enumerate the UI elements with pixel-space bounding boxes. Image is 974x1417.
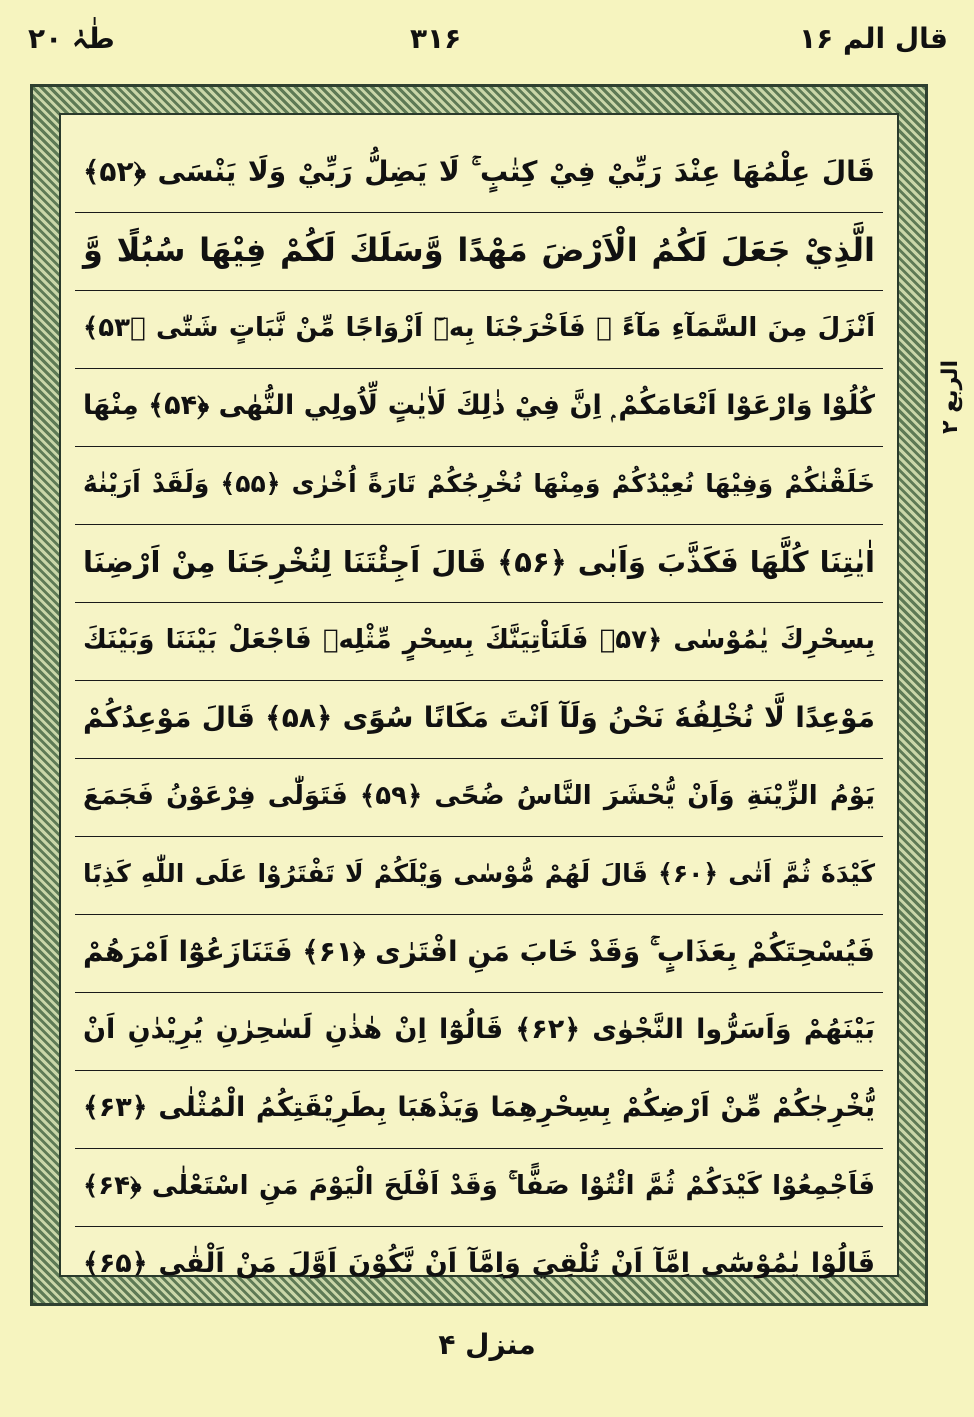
verse-line-8: مَوْعِدًا لَّا نُخْلِفُهٗ نَحْنُ وَلَآ اَنْتَ مَكَانًا سُوًى ﴿۵۸﴾ قَالَ مَوْعِدُكُمْ xyxy=(75,681,883,759)
juz-name: قال الم ۱۶ xyxy=(799,22,948,55)
decorative-border xyxy=(30,84,928,1306)
verse-line-12: بَيْنَهُمْ وَاَسَرُّوا النَّجْوٰى ﴿۶۲﴾ قَالُوْٓا اِنْ هٰذٰنِ لَسٰحِرٰنِ يُرِيْدٰنِ اَنْ xyxy=(75,993,883,1071)
verse-line-2: الَّذِيْ جَعَلَ لَكُمُ الْاَرْضَ مَهْدًا وَّسَلَكَ لَكُمْ فِيْهَا سُبُلًا وَّ xyxy=(75,213,883,291)
verse-line-3: اَنْزَلَ مِنَ السَّمَآءِ مَآءً ۭ فَاَخْرَجْنَا بِهٖٓ اَزْوَاجًا مِّنْ نَّبَاتٍ شَتّٰى ﴿۵۳﴾ xyxy=(75,291,883,369)
verse-lines xyxy=(75,135,883,1279)
manzil-footer: منزل ۴ xyxy=(438,1328,536,1361)
verse-line-11: فَيُسْحِتَكُمْ بِعَذَابٍ ۚ وَقَدْ خَابَ مَنِ افْتَرٰى ﴿۶۱﴾ فَتَنَازَعُوْٓا اَمْرَهُمْ xyxy=(75,915,883,993)
verse-line-6: اٰيٰتِنَا كُلَّهَا فَكَذَّبَ وَاَبٰى ﴿۵۶﴾ قَالَ اَجِئْتَنَا لِتُخْرِجَنَا مِنْ اَرْضِنَا xyxy=(75,525,883,603)
verse-line-1: قَالَ عِلْمُهَا عِنْدَ رَبِّيْ فِيْ كِتٰبٍ ۚ لَا يَضِلُّ رَبِّيْ وَلَا يَنْسَى ﴿۵۲﴾ xyxy=(75,135,883,213)
verse-line-14: فَاَجْمِعُوْا كَيْدَكُمْ ثُمَّ ائْتُوْا صَفًّا ۚ وَقَدْ اَفْلَحَ الْيَوْمَ مَنِ اسْتَعْلٰى ﴿۶۴﴾ xyxy=(75,1149,883,1227)
verse-line-4: كُلُوْا وَارْعَوْا اَنْعَامَكُمْ ۭ اِنَّ فِيْ ذٰلِكَ لَاٰيٰتٍ لِّاُولِي النُّهٰى ﴿۵۴﴾ مِنْهَا xyxy=(75,369,883,447)
text-panel xyxy=(59,113,899,1277)
verse-line-7: بِسِحْرِكَ يٰمُوْسٰى ﴿۵۷﴾ فَلَنَاْتِيَنَّكَ بِسِحْرٍ مِّثْلِهٖ فَاجْعَلْ بَيْنَنَا وَبَيْنَكَ xyxy=(75,603,883,681)
verse-line-9: يَوْمُ الزِّيْنَةِ وَاَنْ يُّحْشَرَ النَّاسُ ضُحًى ﴿۵۹﴾ فَتَوَلّٰى فِرْعَوْنُ فَجَمَعَ xyxy=(75,759,883,837)
verse-line-5: خَلَقْنٰكُمْ وَفِيْهَا نُعِيْدُكُمْ وَمِنْهَا نُخْرِجُكُمْ تَارَةً اُخْرٰى ﴿۵۵﴾ وَلَقَدْ اَرَيْنٰهُ xyxy=(75,447,883,525)
surah-name: طٰہٰ ۲۰ xyxy=(28,22,115,55)
page-number: ۳۱۶ xyxy=(410,22,462,55)
verse-line-13: يُّخْرِجٰكُمْ مِّنْ اَرْضِكُمْ بِسِحْرِهِمَا وَيَذْهَبَا بِطَرِيْقَتِكُمُ الْمُثْلٰى ﴿۶۳﴾ xyxy=(75,1071,883,1149)
verse-line-15: قَالُوْا يٰمُوْسٰٓى اِمَّآ اَنْ تُلْقِيَ وَاِمَّآ اَنْ نَّكُوْنَ اَوَّلَ مَنْ اَلْقٰى ﴿۶۵﴾ xyxy=(83,1248,875,1279)
verse-line-10: كَيْدَهٗ ثُمَّ اَتٰى ﴿۶۰﴾ قَالَ لَهُمْ مُّوْسٰى وَيْلَكُمْ لَا تَفْتَرُوْا عَلَى اللّٰهِ كَذِبًا xyxy=(75,837,883,915)
ruku-marker: الربع ۲ xyxy=(938,360,963,434)
page-header xyxy=(0,16,974,66)
